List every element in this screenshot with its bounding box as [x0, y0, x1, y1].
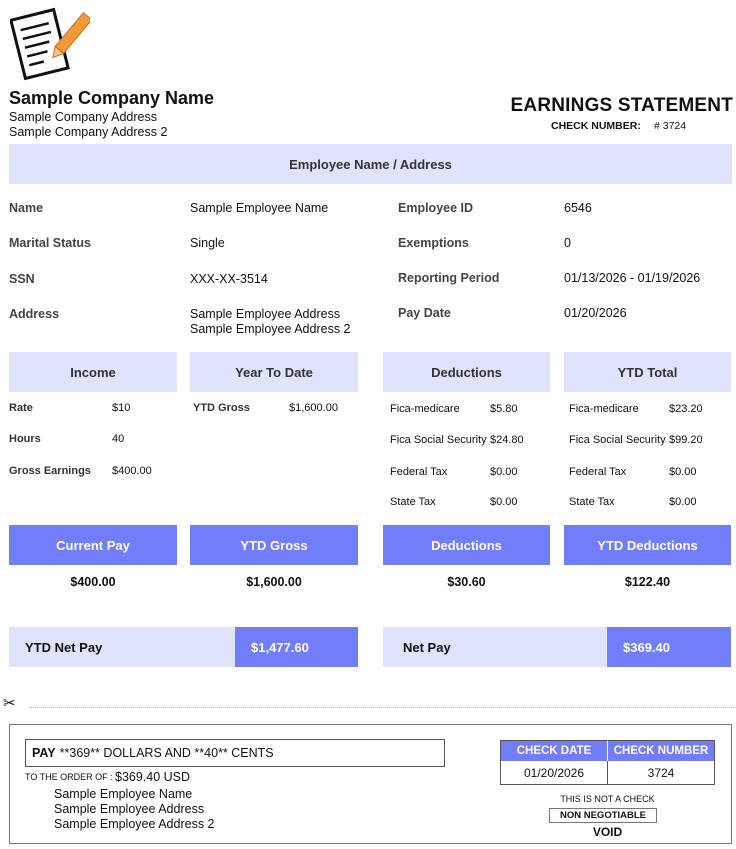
employee-id-value: 6546	[564, 201, 592, 215]
ytd-net-pay-value: $1,477.60	[235, 627, 358, 667]
employee-address-2: Sample Employee Address 2	[190, 322, 351, 336]
name-value: Sample Employee Name	[190, 201, 329, 215]
check-number-label: CHECK NUMBER:	[551, 120, 641, 132]
order-label: TO THE ORDER OF :	[25, 772, 113, 782]
ytd-gross-header: YTD Gross	[190, 525, 358, 565]
income-row-label: Gross Earnings	[9, 465, 91, 477]
deduction-row-value: $0.00	[490, 496, 518, 508]
cut-line	[30, 707, 736, 708]
ytd-total-row-label: Fica-medicare	[569, 403, 639, 415]
ytd-net-pay-label: YTD Net Pay	[9, 627, 235, 667]
deductions-header: Deductions	[383, 352, 550, 392]
pay-date-value: 01/20/2026	[564, 306, 627, 320]
ytd-deductions-header: YTD Deductions	[564, 525, 731, 565]
order-amount: $369.40 USD	[115, 770, 191, 784]
ytd-gross-value: $1,600.00	[246, 575, 302, 589]
pay-label: PAY	[32, 746, 56, 760]
check-number-value: # 3724	[654, 120, 687, 132]
check-number-cell: 3724	[607, 761, 714, 785]
document-pencil-icon	[10, 4, 90, 84]
ytd-total-row-label: Fica Social Security	[569, 434, 666, 446]
pay-amount-box	[25, 739, 445, 767]
ytd-total-row-label: State Tax	[569, 496, 615, 508]
deduction-row-value: $0.00	[490, 466, 518, 478]
check-date-table	[500, 740, 715, 785]
check-date-value: 01/20/2026	[523, 766, 585, 780]
statement-title: EARNINGS STATEMENT	[510, 95, 733, 116]
address-label: Address	[9, 307, 60, 321]
exemptions-label: Exemptions	[398, 236, 469, 250]
income-row-label: Rate	[9, 402, 33, 414]
ytd-deductions-value: $122.40	[624, 575, 671, 589]
not-a-check-text: THIS IS NOT A CHECK	[560, 794, 655, 804]
pay-date-label: Pay Date	[398, 306, 451, 320]
ssn-value: XXX-XX-3514	[190, 272, 268, 286]
reporting-period-label: Reporting Period	[398, 271, 500, 285]
net-pay-value: $369.40	[607, 627, 731, 667]
year-to-date-header: Year To Date	[190, 352, 358, 392]
deductions-total-value: $30.60	[447, 575, 486, 589]
payee-address-2: Sample Employee Address 2	[54, 817, 215, 831]
employee-id-label: Employee ID	[398, 201, 474, 215]
ytd-total-header: YTD Total	[564, 352, 731, 392]
income-row-value: $10	[112, 402, 131, 414]
check-number-header: CHECK NUMBER	[607, 741, 714, 761]
net-pay-label: Net Pay	[383, 627, 607, 667]
exemptions-value: 0	[564, 236, 571, 250]
income-row-label: Hours	[9, 433, 41, 445]
income-row-value: 40	[112, 433, 125, 445]
current-pay-value: $400.00	[70, 575, 116, 589]
scissors-icon: ✂	[3, 695, 16, 712]
employee-section-header: Employee Name / Address	[9, 144, 732, 184]
deduction-row-label: Fica Social Security	[390, 434, 487, 446]
ytd-total-row-value: $0.00	[669, 496, 697, 508]
deduction-row-label: Federal Tax	[390, 466, 448, 478]
name-label: Name	[9, 201, 44, 215]
check-date-header: CHECK DATE	[501, 741, 607, 761]
void-text: VOID	[592, 825, 623, 839]
pay-words: **369** DOLLARS AND **40** CENTS	[59, 746, 274, 760]
income-header: Income	[9, 352, 177, 392]
ytd-total-row-value: $23.20	[669, 403, 703, 415]
non-negotiable-badge: NON NEGOTIABLE	[549, 808, 657, 823]
ytd-total-row-value: $99.20	[669, 434, 703, 446]
marital-status-value: Single	[190, 236, 225, 250]
deduction-row-label: State Tax	[390, 496, 436, 508]
company-address-1: Sample Company Address	[9, 110, 157, 124]
ytd-total-row-label: Federal Tax	[569, 466, 627, 478]
current-pay-header: Current Pay	[9, 525, 177, 565]
company-name: Sample Company Name	[9, 88, 215, 108]
ssn-label: SSN	[9, 272, 35, 286]
marital-status-label: Marital Status	[9, 236, 91, 250]
ytd-row-label: YTD Gross	[193, 402, 250, 414]
deduction-row-value: $5.80	[490, 403, 518, 415]
employee-address-1: Sample Employee Address	[190, 307, 341, 321]
company-address-2: Sample Company Address 2	[9, 125, 168, 139]
deductions-total-header: Deductions	[383, 525, 550, 565]
reporting-period-value: 01/13/2026 - 01/19/2026	[564, 271, 701, 285]
deduction-row-label: Fica-medicare	[390, 403, 460, 415]
ytd-total-row-value: $0.00	[669, 466, 697, 478]
income-row-value: $400.00	[112, 465, 152, 477]
ytd-row-value: $1,600.00	[289, 402, 338, 414]
deduction-row-value: $24.80	[490, 434, 524, 446]
payee-address-1: Sample Employee Address	[54, 802, 205, 816]
payee-name: Sample Employee Name	[54, 787, 193, 801]
